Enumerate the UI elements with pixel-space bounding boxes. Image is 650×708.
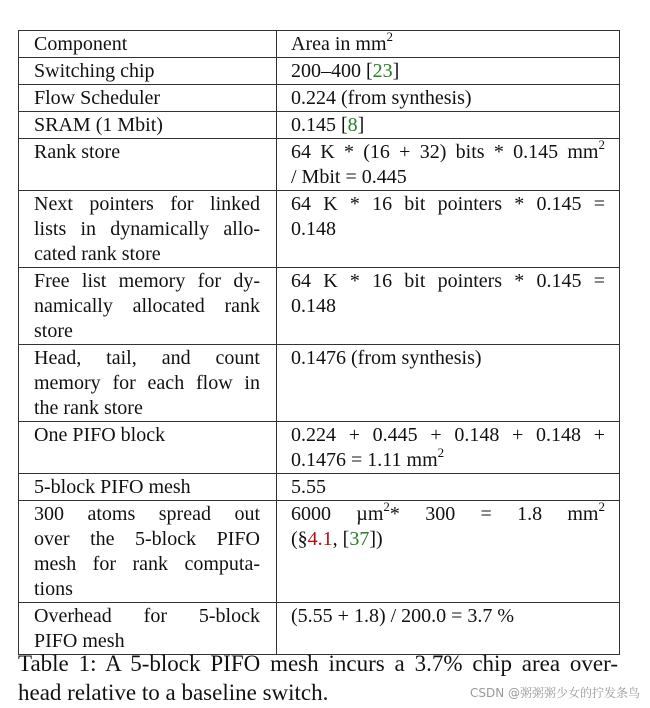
component-line: namically allocated rank [34,295,260,317]
component-line: 300 atoms spread out [34,503,260,525]
component-line: Switching chip [34,60,155,82]
area-text: ]) [369,528,383,550]
component-line: 5-block PIFO mesh [34,476,191,498]
area-text: 0.148 [291,295,336,317]
area-line [291,137,605,165]
area-text: 0.148 [291,218,336,240]
area-cell [277,422,620,474]
area-line [291,165,605,190]
superscript: 2 [383,499,390,514]
area-line [291,445,605,473]
area-text: 6000 µm [291,503,384,525]
area-line [291,192,605,217]
area-text: (5.55 + 1.8) / 200.0 = 3.7 % [291,605,515,627]
area-line [291,113,605,138]
area-text: 5.55 [291,476,326,498]
area-cell [277,31,620,58]
table-row [19,191,620,268]
component-cell [19,422,277,474]
component-line: Free list memory for dy- [34,270,260,292]
area-table [18,30,620,655]
area-line [291,59,605,84]
area-cell [277,58,620,85]
table-row [19,268,620,345]
component-line: SRAM (1 Mbit) [34,114,163,136]
area-cell [277,345,620,422]
area-cell [277,112,620,139]
area-cell [277,139,620,191]
component-cell [19,31,277,58]
superscript: 2 [598,137,605,152]
area-line [291,604,605,629]
area-line [291,86,605,111]
component-line: the rank store [34,397,143,419]
area-text: ] [392,60,400,82]
caption-line: head relative to a baseline switch. [18,680,329,705]
area-text: 0.1476 (from synthesis) [291,347,482,369]
area-text: 64 K * 16 bit pointers * 0.145 = [291,270,605,292]
area-line [291,29,605,57]
component-cell [19,58,277,85]
component-line: store [34,320,73,342]
superscript: 2 [386,29,394,44]
citation-link[interactable]: 8 [347,114,358,136]
area-text: 0.1476 = 1.11 mm [291,449,438,471]
table-row [19,603,620,655]
area-line [291,499,605,527]
area-text: ] [357,114,365,136]
table-row [19,112,620,139]
area-line [291,294,605,319]
component-line: tions [34,578,73,600]
area-cell [277,603,620,655]
area-line [291,269,605,294]
area-cell [277,474,620,501]
area-line [291,527,605,552]
area-line [291,217,605,242]
component-line: mesh for rank computa- [34,553,260,575]
citation-link[interactable]: 37 [349,528,370,550]
area-text: 64 K * 16 bit pointers * 0.145 = [291,193,605,215]
component-line: Next pointers for linked [34,193,260,215]
citation-link[interactable]: 23 [372,60,393,82]
table-row [19,58,620,85]
area-line [291,346,605,371]
area-cell [277,85,620,112]
component-line: Head, tail, and count [34,347,260,369]
component-cell [19,85,277,112]
area-cell [277,268,620,345]
component-cell [19,345,277,422]
component-line: Flow Scheduler [34,87,161,109]
area-text: * 300 = 1.8 mm [389,503,599,525]
area-text: , [ [332,528,350,550]
component-line: Component [34,33,128,55]
component-line: cated rank store [34,243,161,265]
area-line [291,423,605,448]
table-header-row [19,31,620,58]
citation-link[interactable]: 4.1 [307,528,333,550]
component-cell [19,139,277,191]
area-cell [277,501,620,603]
component-cell [19,501,277,603]
area-text: 0.224 (from synthesis) [291,87,472,109]
component-cell [19,603,277,655]
table-row [19,501,620,603]
component-cell [19,191,277,268]
component-line: over the 5-block PIFO [34,528,260,550]
component-cell [19,112,277,139]
area-text: / Mbit = 0.445 [291,166,407,188]
component-cell [19,268,277,345]
superscript: 2 [437,445,445,460]
area-text: 200–400 [ [291,60,373,82]
table-row [19,422,620,474]
superscript: 2 [598,499,605,514]
area-line [291,475,605,500]
component-line: One PIFO block [34,424,166,446]
area-text: 0.224 + 0.445 + 0.148 + 0.148 + [291,424,605,446]
component-line: Rank store [34,141,121,163]
component-cell [19,474,277,501]
table-row [19,85,620,112]
component-line: memory for each flow in [34,372,260,394]
area-text: 64 K * (16 + 32) bits * 0.145 mm [291,141,599,163]
area-text: Area in mm [291,33,387,55]
area-text: 0.145 [ [291,114,348,136]
table-row [19,345,620,422]
table-row [19,139,620,191]
area-cell [277,191,620,268]
watermark: CSDN @粥粥粥少女的拧发条鸟 [470,686,641,700]
caption-line: Table 1: A 5-block PIFO mesh incurs a 3.7% chip area over- [18,651,618,676]
component-line: PIFO mesh [34,630,125,652]
component-line: Overhead for 5-block [34,605,260,627]
area-text: (§ [291,528,308,550]
table-row [19,474,620,501]
component-line: lists in dynamically allo- [34,218,260,240]
